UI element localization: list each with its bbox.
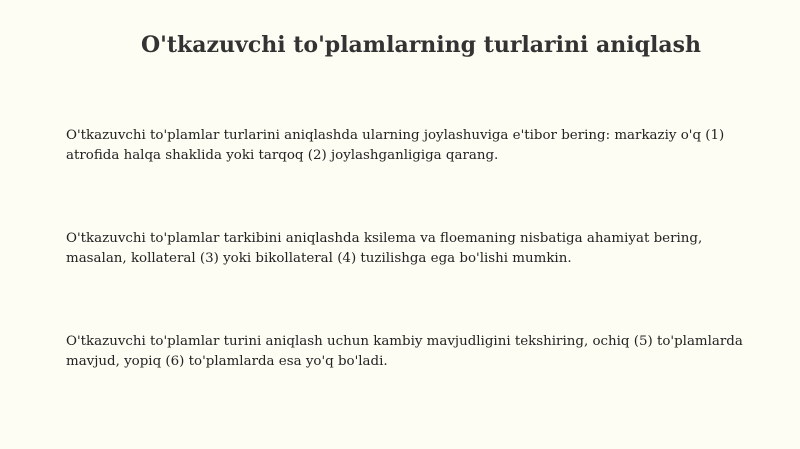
paragraph-location: O'tkazuvchi to'plamlar turlarini aniqlashda ularning joylashuviga e'tibor bering: markaziy o'q (1) atrofida halqa shaklida yoki tarqoq (2) joylashganligiga qarang. [66,128,725,163]
paragraph-cambium: O'tkazuvchi to'plamlar turini aniqlash uchun kambiy mavjudligini tekshiring, ochiq (5) to'plamlarda mavjud, yopiq (6) to'plamlarda esa yo'q bo'ladi. [66,334,743,369]
paragraph-composition: O'tkazuvchi to'plamlar tarkibini aniqlashda ksilema va floemaning nisbatiga ahamiyat bering, masalan, kollateral (3) yoki bikollateral (4) tuzilishga ega bo'lishi mumkin. [66,231,703,266]
slide-title: O'tkazuvchi to'plamlarning turlarini aniqlash [141,32,701,58]
